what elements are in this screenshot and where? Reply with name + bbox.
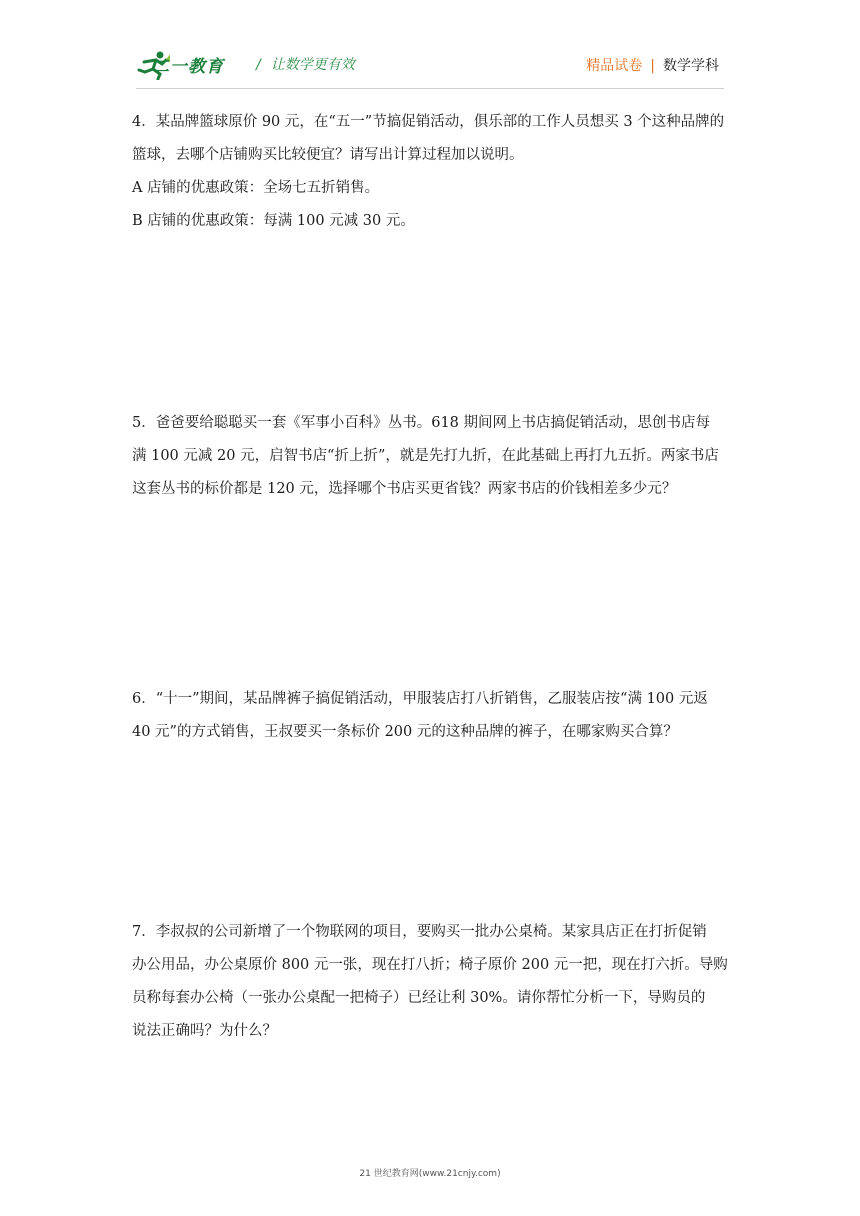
header-divider: | xyxy=(650,58,655,74)
header-right xyxy=(586,55,719,75)
question-line: 5．爸爸要给聪聪买一套《军事小百科》丛书。618 期间网上书店搞促销活动，思创书店每 xyxy=(132,415,711,431)
brand-label: 精品试卷 xyxy=(586,58,643,74)
page-header xyxy=(0,0,860,96)
question-line: 40 元”的方式销售，王叔要买一条标价 200 元的这种品牌的裤子，在哪家购买合算？ xyxy=(132,724,678,740)
logo-text: 二一教育 xyxy=(152,57,224,77)
question-line: 篮球，去哪个店铺购买比较便宜？请写出计算过程加以说明。 xyxy=(132,147,524,163)
slogan-text: 让数学更有效 xyxy=(270,57,355,73)
question-line: B 店铺的优惠政策：每满 100 元减 30 元。 xyxy=(132,213,415,229)
question-4 xyxy=(132,106,728,238)
question-7 xyxy=(132,916,728,1048)
question-6 xyxy=(132,683,728,749)
question-line: A 店铺的优惠政策：全场七五折销售。 xyxy=(132,180,380,196)
question-line: 员称每套办公椅（一张办公桌配一把椅子）已经让利 30%。请你帮忙分析一下，导购员的 xyxy=(132,990,706,1006)
question-5 xyxy=(132,407,728,506)
question-line: 满 100 元减 20 元，启智书店“折上折”，就是先打九折，在此基础上再打九五折。两家书店 xyxy=(132,448,719,464)
page-footer: 21 世纪教育网(www.21cnjy.com) xyxy=(359,1169,501,1179)
slogan-separator: / xyxy=(256,57,261,73)
header-rule xyxy=(136,88,724,89)
question-line: 这套丛书的标价都是 120 元，选择哪个书店买更省钱？两家书店的价钱相差多少元？ xyxy=(132,481,677,497)
question-line: 7．李叔叔的公司新增了一个物联网的项目，要购买一批办公桌椅。某家具店正在打折促销 xyxy=(132,924,707,940)
slogan xyxy=(256,54,355,74)
question-line: 说法正确吗？为什么？ xyxy=(132,1023,277,1039)
question-line: 办公用品，办公桌原价 800 元一张，现在打八折；椅子原价 200 元一把，现在打六折。导购 xyxy=(132,957,728,973)
subject-label: 数学学科 xyxy=(663,58,719,74)
question-line: 6．“十一”期间，某品牌裤子搞促销活动，甲服装店打八折销售，乙服装店按“满 100 元返 xyxy=(132,691,708,707)
question-line: 4．某品牌篮球原价 90 元，在“五一”节搞促销活动，俱乐部的工作人员想买 3 个这种品牌的 xyxy=(132,114,725,130)
